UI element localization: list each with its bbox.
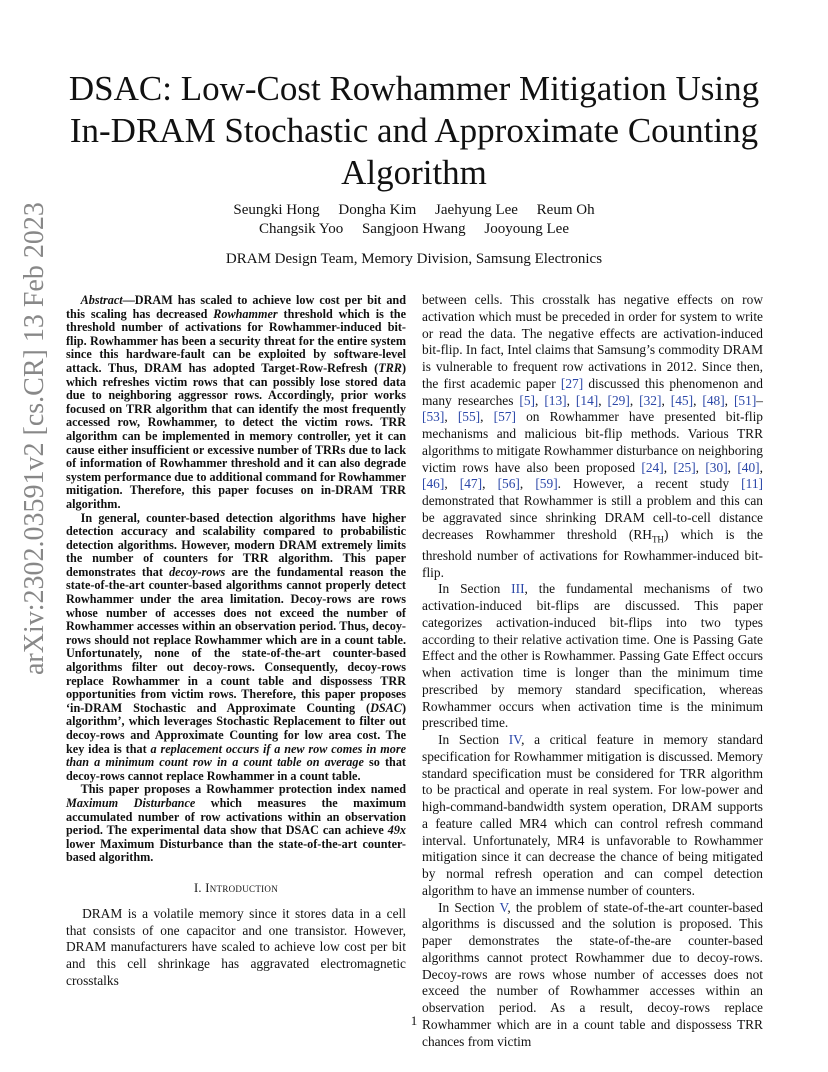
right-paragraph-1: between cells. This crosstalk has negative effects on row activation which must be preceded in order for system to write or read the data. The negative effects are activation-induced bit-flip. In fact, Intel claims that Samsung’s commodity DRAM is vulnerable to frequent row activations in 2012. Since then, the first academic paper [27] discussed this phenomenon and many researches [5], [13], [14], [29], [32], [45], [48], [51]–[53], [55], [57] on Rowhammer have presented bit-flip mechanisms and malicious bit-flip methods. Various TRR algorithms to mitigate Rowhammer disturbance on neighboring victim rows have also been proposed [24], [25], [30], [40], [46], [47], [56], [59]. However, a recent study [11] demonstrated that Rowhammer is still a problem and this can be aggravated since shrinking DRAM cell-to-cell distance decreases Rowhammer threshold $(RH_{TH})$ which is the threshold number of activations for Rowhammer-induced bit-flip. [422,292,763,580]
paper-title: DSAC: Low-Cost Rowhammer Mitigation Using In-DRAM Stochastic and Approximate Counting Algorithm [68,69,760,192]
citation-link[interactable]: [48] [702,392,725,408]
subscript: TH [651,534,664,545]
text: threshold which is the threshold number of activations for Rowhammer-induced bit-flip. Rowhammer has been a security threat for the entire system since this hardware-fault can be exploited by software-level attack. Thus, DRAM has adopted Target-Row-Refresh ( [66,306,406,375]
citation-link[interactable]: [55] [457,409,481,425]
emphasis: decoy-rows [169,564,226,579]
text: This paper proposes a Rowhammer protection index named [80,782,406,797]
abstract-paragraph-2 [66,512,406,784]
author-line-2: Changsik Yoo Sangjoon Hwang Jooyoung Lee [259,221,569,237]
author-line-1: Seungki Hong Dongha Kim Jaehyung Lee Reum Oh [233,202,595,218]
text: . However, a recent study [557,476,742,492]
citation-link[interactable]: [46] [422,476,445,492]
citation-link[interactable]: [11] [741,476,763,492]
citation-link[interactable]: [14] [575,392,599,408]
section-link[interactable]: IV [508,732,522,748]
text: In Section [438,899,500,915]
text: ) which is the threshold number of activations for Rowhammer-induced bit-flip. [422,526,763,580]
text: so that decoy-rows cannot replace Rowhammer in a count table. [66,755,406,783]
emphasis: Maximum Disturbance [66,795,196,810]
abstract-paragraph-1 [66,294,406,512]
text: which measures the maximum accumulated number of row activations within an observation period. The experimental data show that DSAC can achieve [66,795,406,838]
text: between cells. This crosstalk has negative effects on row activation which must be preceded in order for system to write or read the data. The negative effects are activation-induced bit-flip. In fact, Intel claims that Samsung’s commodity DRAM is vulnerable to frequent row activations in 2012. Since then, the first academic paper [422,292,763,391]
text: In Section [438,581,512,597]
emphasis: 49x [387,823,406,838]
emphasis: a replacement occurs if a new row comes in more than a minimum count row in a count table on average [66,741,406,770]
text: In Section [438,732,509,748]
abstract-paragraph-3 [66,783,406,865]
citation-link[interactable]: [27] [560,375,584,391]
right-paragraph-2 [422,581,763,732]
citation-link[interactable]: [25] [673,459,696,475]
citation-link[interactable]: [53] [422,409,445,425]
citation-link[interactable]: [45] [670,392,694,408]
affiliation: DRAM Design Team, Memory Division, Samsung Electronics [225,251,603,267]
abstract [66,294,406,865]
text: In general, counter-based detection algorithms have higher detection accuracy and scalability compared to probabilistic detection algorithms. However, modern DRAM extremely limits the number of counters for TRR algorithm. This paper demonstrates that [66,510,406,579]
text: demonstrated that Rowhammer is still a problem and this can be aggravated since shrinking DRAM cell-to-cell distance decreases Rowhammer threshold (RH [422,493,763,542]
left-column [66,294,406,990]
text: —DRAM has scaled to achieve low cost per bit and this scaling has decreased [66,293,406,321]
citation-link[interactable]: [47] [459,476,483,492]
emphasis: Rowhammer [213,306,278,321]
text: on Rowhammer have presented bit-flip mechanisms and malicious bit-flip methods. Various TRR algorithms to mitigate Rowhammer disturbance on neighboring victim rows have also been proposed [422,409,763,475]
citation-link[interactable]: [32] [639,392,662,408]
text: , a critical feature in memory standard specification for Rowhammer mitigation is discussed. Memory standard specification must be considered for TRR algorithm to be practical and operate in real system. For low-power and high-command-bandwidth system operation, DRAM supports a feature called MR4 which can control refresh command interval. Unfortunately, MR4 is unfavorable to Rowhammer mitigation since it can decrease the chance of being mitigated by normal refresh operation and can compel detection algorithm to have an immense number of counters. [422,732,763,898]
text: are the fundamental reason the state-of-the-art counter-based algorithms cannot properly detect Rowhammer under the area limitation. Decoy-rows are rows whose number of accesses does not exceed the number of Rowhammer accesses within an observation period. Thus, decoy-rows should not replace Rowhammer which are in a count table. Unfortunately, none of the state-of-the-art counter-based algorithms filter out decoy-rows. Consequently, decoy-rows replace Rowhammer in a count table and dispossess TRR opportunities from victim rows. Therefore, this paper proposes ‘in-DRAM Stochastic and Approximate Counting ( [66,564,407,715]
text: , the problem of state-of-the-art counter-based algorithms is discussed and the solution is proposed. This paper demonstrates the state-of-the-are counter-based algorithms cannot protect Rowhammer due to decoy-rows. Decoy-rows are rows whose number of accesses does not exceed the number of Rowhammer accesses within an observation period. As a result, decoy-rows replace Rowhammer which are in a count table and dispossess TRR chances from victim [422,899,763,1049]
citation-link[interactable]: [56] [497,476,520,492]
text: , the fundamental mechanisms of two activation-induced bit-flips are discussed. This paper categorizes activation-induced bit-flips into two types according to their relative activation time. One is Passing Gate Effect and the other is Rowhammer. Passing Gate Effect occurs when activation time is longer than the minimum time prescribed by memory standard specification, whereas Rowhammer occurs when activation time is the minimum prescribed time. [422,581,763,731]
abstract-label: Abstract [80,293,123,307]
text: discussed this phenomenon and many researches [422,375,763,408]
intro-paragraph: DRAM is a volatile memory since it stores data in a cell that consists of one capacitor and one transistor. However, DRAM manufacturers have scaled to achieve low cost per bit and this cell shrinkage has aggravated electromagnetic crosstalks [66,905,406,988]
text: ) algorithm’, which leverages Stochastic Replacement to filter out decoy-rows and Approximate Counting for low area cost. The key idea is that [66,700,406,756]
right-column [422,292,763,1050]
citation-link[interactable]: [51] [733,392,757,408]
text: lower Maximum Disturbance than the state-of-the-art counter-based algorithm. [66,836,406,865]
emphasis: TRR [378,360,402,375]
arxiv-stamp: arXiv:2302.03591v2 [cs.CR] 13 Feb 2023 [19,202,50,675]
citation-link[interactable]: [29] [607,392,630,408]
citation-link[interactable]: [24] [641,459,664,475]
text: ) which refreshes victim rows that can possibly lose stored data due to neighboring aggressor rows. Accordingly, prior works focused on TRR algorithm that can identify the most frequently accessed row, Rowhammer, to detect the victim rows. TRR algorithm can be implemented in memory controller, yet it can cause either insufficient or excessive number of TRRs due to lack of information of Rowhammer threshold and it can also degrade system performance due to additional command for Rowhammer mitigation. Therefore, this paper focuses on in-DRAM TRR algorithm. [66,360,406,511]
citation-link[interactable]: [30] [705,459,728,475]
page-number: 1 [410,1013,418,1028]
citation-link[interactable]: [40] [737,459,760,475]
citation-link[interactable]: [57] [493,409,516,425]
emphasis: DSAC [370,700,402,715]
section-heading-introduction: I. Introduction [193,880,279,895]
citation-link[interactable]: [59] [535,476,558,492]
section-link[interactable]: III [511,581,525,597]
right-paragraph-3 [422,732,763,900]
citation-link[interactable]: [5] [519,392,536,408]
citation-link[interactable]: [13] [544,392,567,408]
section-link[interactable]: V [499,899,508,915]
author-list [60,201,768,239]
